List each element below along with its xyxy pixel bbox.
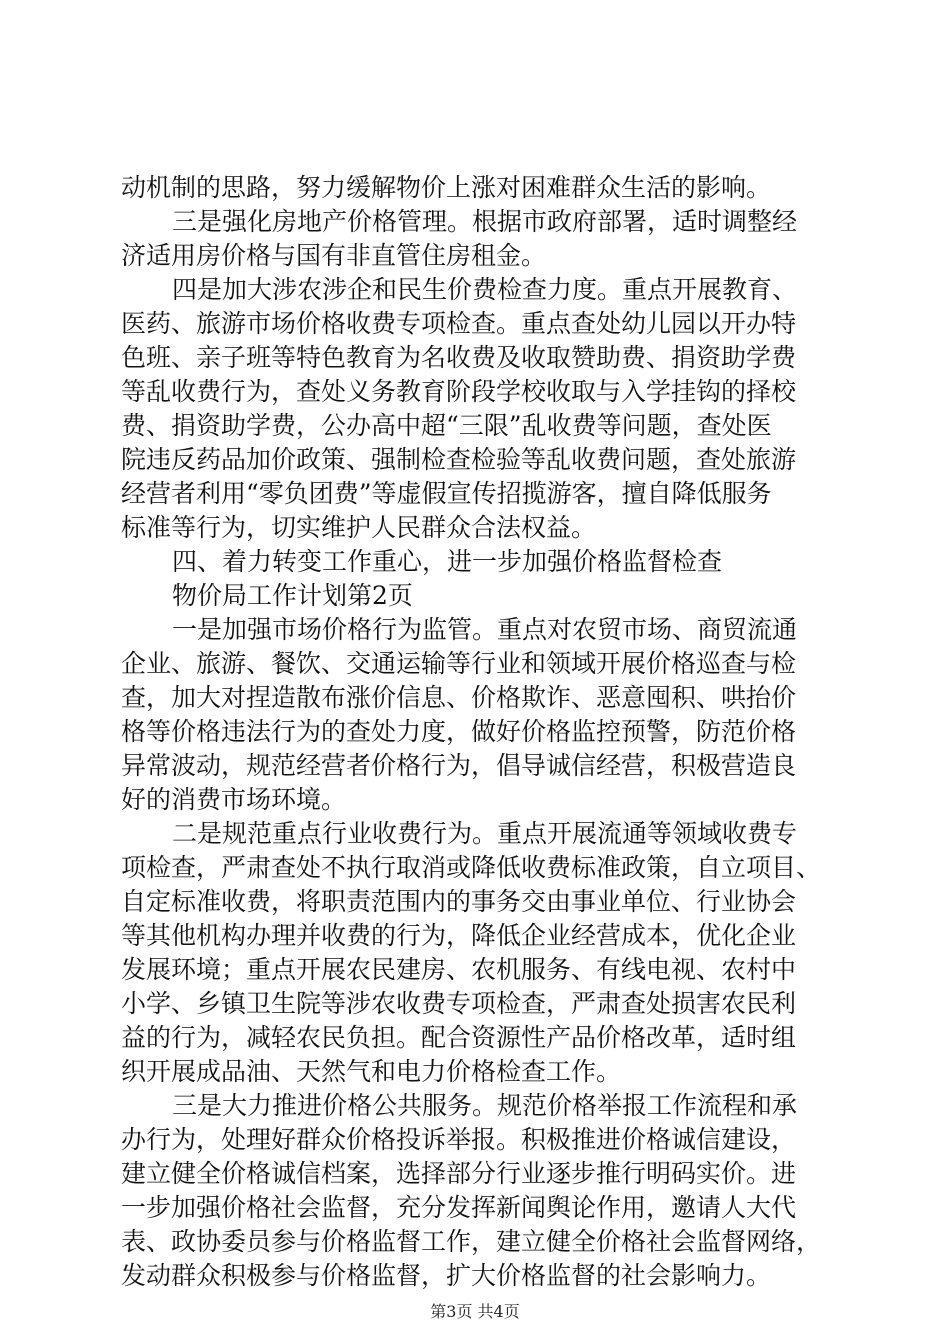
text-line: 经营者利用“零负团费”等虚假宣传招揽游客，擅自降低服务 [121, 479, 772, 508]
text-line: 二是规范重点行业收费行为。重点开展流通等领域收费专 [172, 819, 798, 848]
text-line: 动机制的思路，努力缓解物价上涨对困难群众生活的影响。 [121, 173, 772, 202]
text-line: 三是大力推进价格公共服务。规范价格举报工作流程和承 [172, 1091, 798, 1120]
text-line: 企业、旅游、餐饮、交通运输等行业和领域开展价格巡查与检 [121, 649, 797, 678]
text-line: 色班、亲子班等特色教育为名收费及收取赞助费、捐资助学费 [121, 343, 797, 372]
page-footer: 第3页 共4页 [430, 1302, 520, 1321]
text-line: 费、捐资助学费，公办高中超“三限”乱收费等问题，查处医 [121, 411, 772, 440]
text-line: 办行为，处理好群众价格投诉举报。积极推进价格诚信建设， [121, 1125, 797, 1154]
text-line: 好的消费市场环境。 [121, 785, 347, 814]
text-line: 表、政协委员参与价格监督工作，建立健全价格社会监督网络， [121, 1227, 822, 1256]
text-line: 四是加大涉农涉企和民生价费检查力度。重点开展教育、 [172, 275, 798, 304]
section-heading: 四、着力转变工作重心，进一步加强价格监督检查 [172, 547, 723, 576]
text-line: 自定标准收费，将职责范围内的事务交由事业单位、行业协会 [121, 887, 797, 916]
text-line: 一是加强市场价格行为监管。重点对农贸市场、商贸流通 [172, 615, 798, 644]
text-line: 益的行为，减轻农民负担。配合资源性产品价格改革，适时组 [121, 1023, 797, 1052]
text-line: 三是强化房地产价格管理。根据市政府部署，适时调整经 [172, 207, 798, 236]
text-line: 发展环境；重点开展农民建房、农机服务、有线电视、农村中 [121, 955, 797, 984]
text-line: 异常波动，规范经营者价格行为，倡导诚信经营，积极营造良 [121, 751, 797, 780]
text-line: 标准等行为，切实维护人民群众合法权益。 [121, 513, 597, 542]
text-line: 院违反药品加价政策、强制检查检验等乱收费问题，查处旅游 [121, 445, 797, 474]
text-line: 发动群众积极参与价格监督，扩大价格监督的社会影响力。 [121, 1261, 772, 1290]
text-line: 等乱收费行为，查处义务教育阶段学校收取与入学挂钩的择校 [121, 377, 797, 406]
text-line: 医药、旅游市场价格收费专项检查。重点查处幼儿园以开办特 [121, 309, 797, 338]
text-line: 一步加强价格社会监督，充分发挥新闻舆论作用，邀请人大代 [121, 1193, 797, 1222]
text-line: 织开展成品油、天然气和电力价格检查工作。 [121, 1057, 622, 1086]
text-line: 等其他机构办理并收费的行为，降低企业经营成本，优化企业 [121, 921, 797, 950]
text-line: 项检查，严肃查处不执行取消或降低收费标准政策，自立项目、 [121, 853, 822, 882]
text-line: 济适用房价格与国有非直管住房租金。 [121, 241, 547, 270]
text-line: 小学、乡镇卫生院等涉农收费专项检查，严肃查处损害农民利 [121, 989, 797, 1018]
page-reference: 物价局工作计划第2页 [172, 581, 413, 610]
text-line: 查，加大对捏造散布涨价信息、价格欺诈、恶意囤积、哄抬价 [121, 683, 797, 712]
text-line: 格等价格违法行为的查处力度，做好价格监控预警，防范价格 [121, 717, 797, 746]
text-line: 建立健全价格诚信档案，选择部分行业逐步推行明码实价。进 [121, 1159, 797, 1188]
